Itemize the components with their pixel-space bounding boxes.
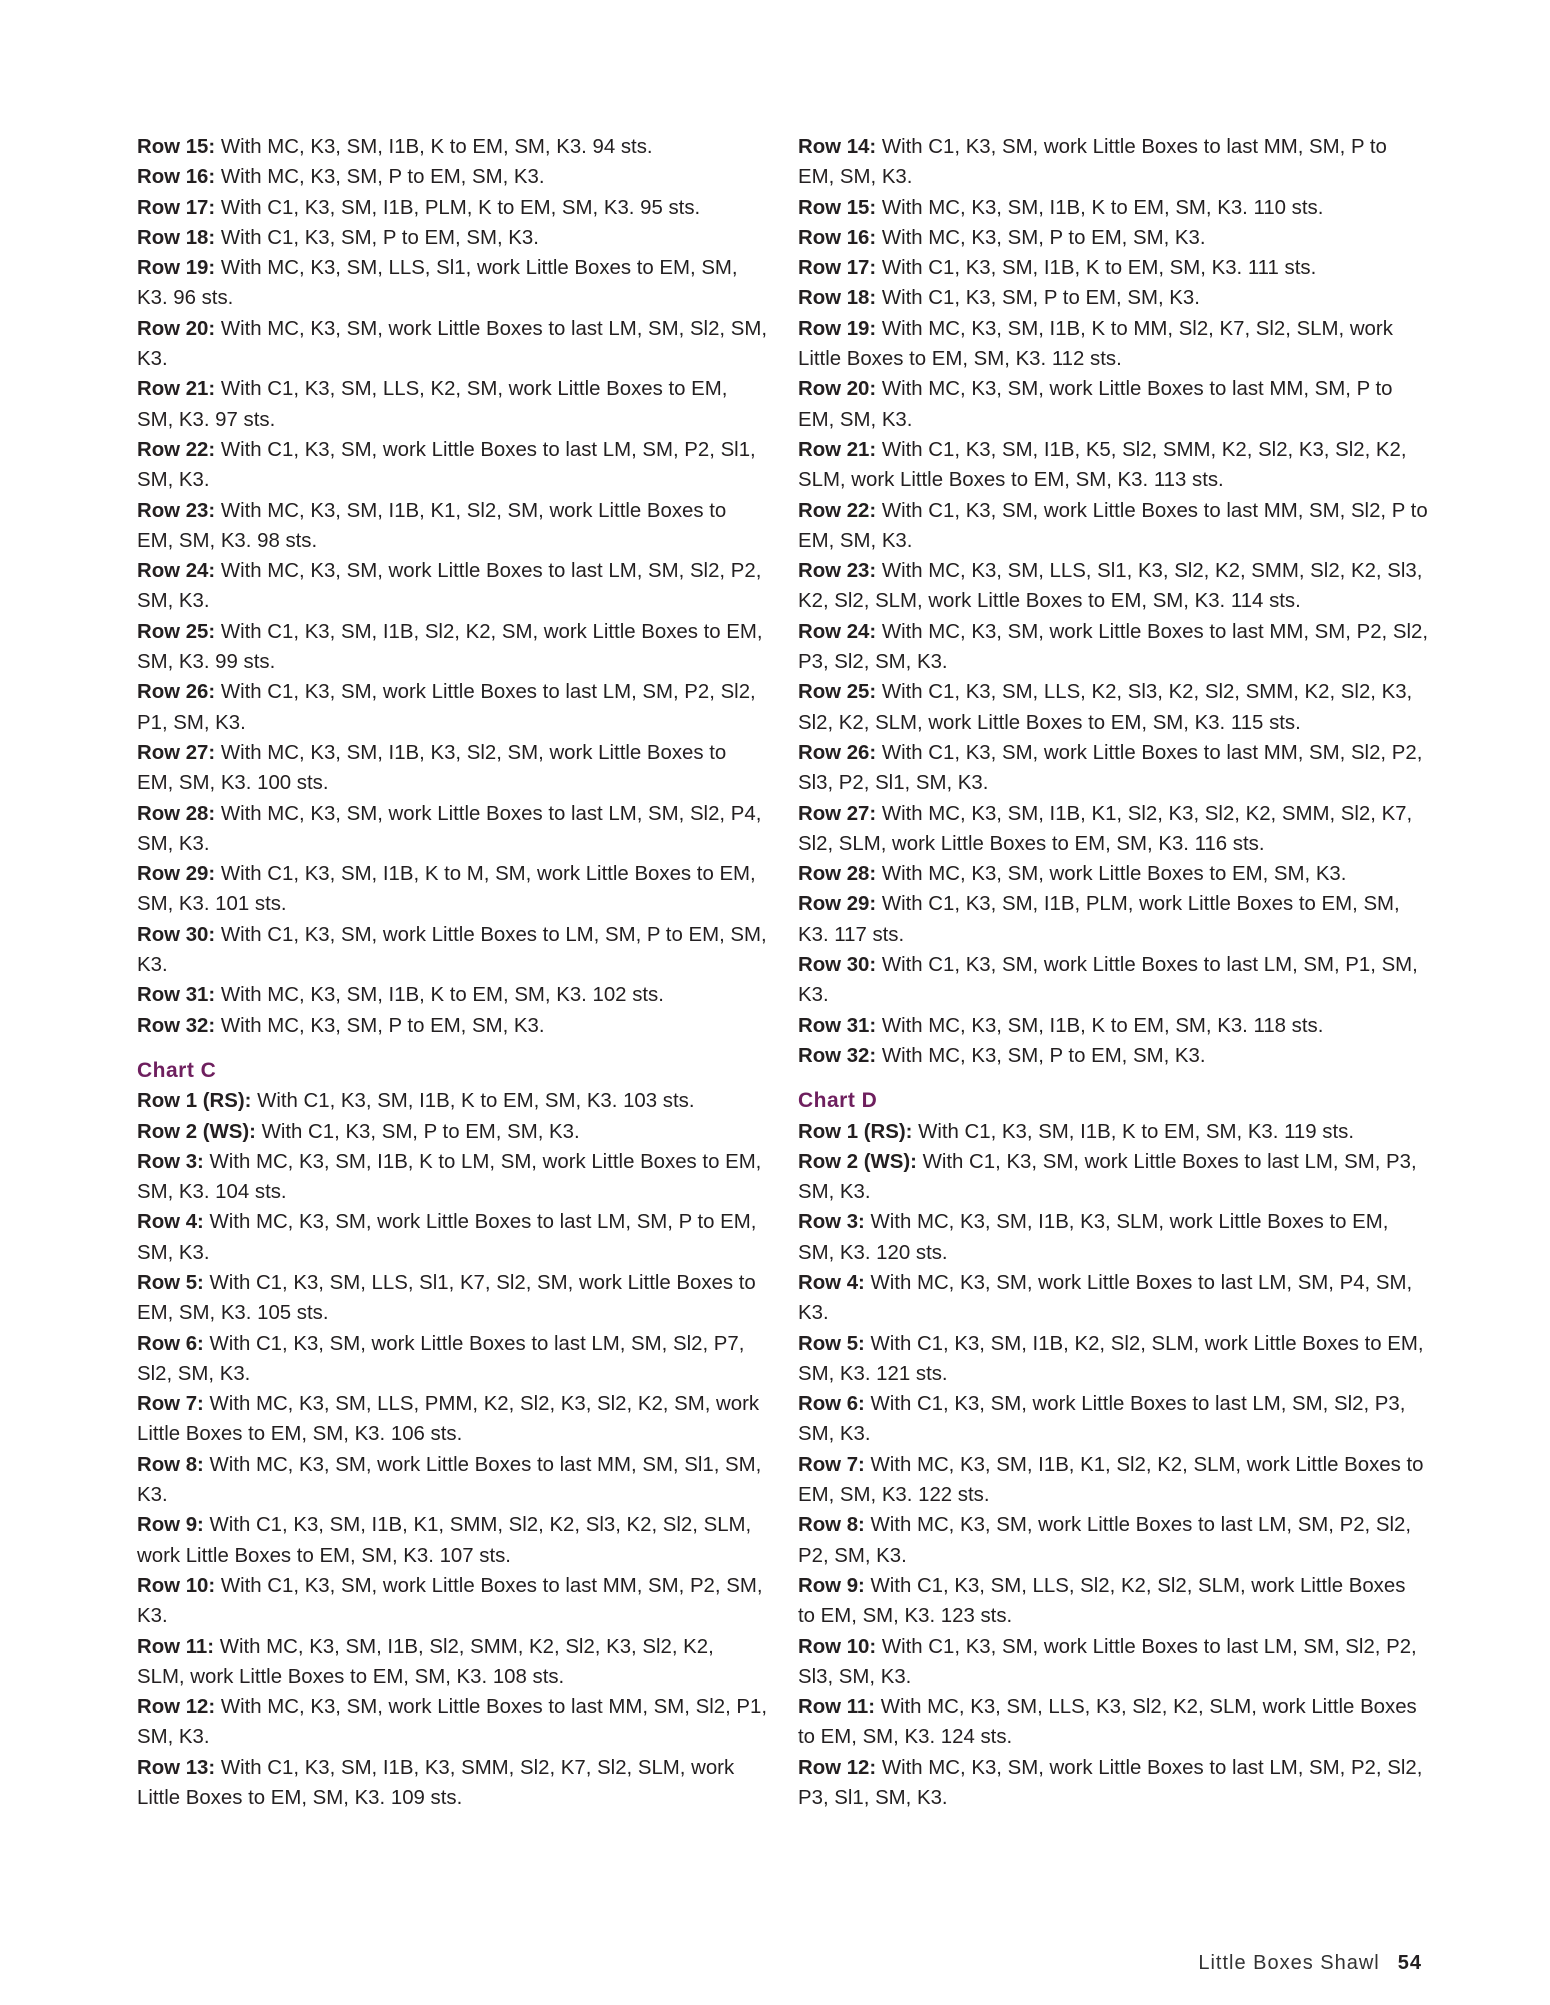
instruction-row <box>137 1389 767 1450</box>
row-text: With MC, K3, SM, I1B, K3, SLM, work Little Boxes to EM, SM, K3. 120 sts. <box>798 1211 1389 1264</box>
row-label: Row 8: <box>137 1453 204 1476</box>
page-footer <box>1198 1952 1422 1975</box>
section-title-chart-c: Chart C <box>137 1058 217 1082</box>
row-text: With MC, K3, SM, LLS, K3, Sl2, K2, SLM, work Little Boxes to EM, SM, K3. 124 sts. <box>798 1696 1417 1749</box>
row-label: Row 8: <box>798 1514 865 1537</box>
row-text: With MC, K3, SM, work Little Boxes to last MM, SM, Sl2, P1, SM, K3. <box>137 1696 768 1749</box>
instruction-row <box>137 132 767 162</box>
row-text: With C1, K3, SM, I1B, K to EM, SM, K3. 111 sts. <box>876 257 1317 280</box>
instruction-row <box>137 314 767 375</box>
instruction-row <box>798 889 1428 950</box>
row-text: With MC, K3, SM, work Little Boxes to last LM, SM, Sl2, P2, SM, K3. <box>137 560 762 613</box>
instruction-row <box>137 1571 767 1632</box>
row-text: With C1, K3, SM, work Little Boxes to last LM, SM, Sl2, P2, Sl3, SM, K3. <box>798 1635 1417 1688</box>
row-text: With C1, K3, SM, work Little Boxes to last MM, SM, P to EM, SM, K3. <box>798 136 1387 189</box>
instruction-row <box>137 920 767 981</box>
row-text: With MC, K3, SM, work Little Boxes to last LM, SM, Sl2, SM, K3. <box>137 317 768 371</box>
row-text: With C1, K3, SM, work Little Boxes to last LM, SM, P2, Sl2, P1, SM, K3. <box>137 681 756 734</box>
row-text: With MC, K3, SM, work Little Boxes to last LM, SM, Sl2, P4, SM, K3. <box>137 802 762 855</box>
instruction-row <box>137 1268 767 1329</box>
instruction-row <box>798 1510 1428 1571</box>
row-label: Row 21: <box>798 438 877 461</box>
row-text: With C1, K3, SM, P to EM, SM, K3. <box>215 226 539 249</box>
row-label: Row 3: <box>798 1211 865 1234</box>
instruction-row <box>137 1329 767 1390</box>
row-text: With C1, K3, SM, work Little Boxes to LM, SM, P to EM, SM, K3. <box>137 923 767 977</box>
row-text: With MC, K3, SM, P to EM, SM, K3. <box>215 166 545 189</box>
left-rows-top <box>137 132 767 1041</box>
row-label: Row 11: <box>137 1635 215 1658</box>
row-text: With C1, K3, SM, I1B, K1, SMM, Sl2, K2, Sl3, K2, Sl2, SLM, work Little Boxes to EM, SM, K3. 107 sts. <box>137 1514 752 1567</box>
row-text: With MC, K3, SM, work Little Boxes to last LM, SM, P2, Sl2, P2, SM, K3. <box>798 1514 1412 1567</box>
row-text: With C1, K3, SM, I1B, K3, SMM, Sl2, K7, Sl2, SLM, work Little Boxes to EM, SM, K3. 109 sts. <box>137 1756 735 1810</box>
row-text: With C1, K3, SM, work Little Boxes to last LM, SM, P1, SM, K3. <box>798 954 1418 1007</box>
row-text: With MC, K3, SM, I1B, K to EM, SM, K3. 118 sts. <box>876 1014 1324 1037</box>
instruction-row <box>137 556 767 617</box>
instruction-row <box>798 1329 1428 1390</box>
row-text: With C1, K3, SM, work Little Boxes to last LM, SM, P2, Sl1, SM, K3. <box>137 438 756 492</box>
instruction-row <box>137 617 767 678</box>
instruction-row <box>137 1207 767 1268</box>
row-label: Row 12: <box>137 1696 216 1719</box>
row-label: Row 13: <box>137 1756 216 1779</box>
row-text: With C1, K3, SM, LLS, K2, Sl3, K2, Sl2, SMM, K2, Sl2, K3, Sl2, K2, SLM, work Little Boxes to EM, SM, K3. 115 sts. <box>798 681 1413 734</box>
row-label: Row 17: <box>137 196 216 219</box>
row-text: With MC, K3, SM, P to EM, SM, K3. <box>876 226 1206 249</box>
instruction-row <box>137 859 767 920</box>
row-label: Row 21: <box>137 378 216 401</box>
row-label: Row 11: <box>798 1696 876 1719</box>
right-rows-top <box>798 132 1428 1071</box>
row-label: Row 16: <box>137 166 216 189</box>
row-label: Row 3: <box>137 1150 204 1173</box>
row-label: Row 7: <box>798 1453 865 1476</box>
row-label: Row 7: <box>137 1393 204 1416</box>
row-label: Row 18: <box>137 226 216 249</box>
row-label: Row 22: <box>137 438 216 461</box>
instruction-row <box>798 1041 1428 1071</box>
row-label: Row 30: <box>798 954 877 977</box>
row-text: With C1, K3, SM, I1B, PLM, K to EM, SM, K3. 95 sts. <box>215 196 701 219</box>
row-text: With MC, K3, SM, work Little Boxes to EM, SM, K3. <box>876 863 1347 886</box>
instruction-row <box>798 1147 1428 1208</box>
row-label: Row 32: <box>798 1044 877 1067</box>
row-label: Row 10: <box>137 1574 216 1597</box>
row-label: Row 14: <box>798 136 877 158</box>
instruction-row <box>137 193 767 223</box>
instruction-row <box>798 435 1428 496</box>
row-label: Row 31: <box>798 1014 877 1037</box>
row-label: Row 1 (RS): <box>798 1120 913 1143</box>
row-text: With MC, K3, SM, I1B, K1, Sl2, SM, work Little Boxes to EM, SM, K3. 98 sts. <box>137 499 727 552</box>
row-text: With C1, K3, SM, I1B, PLM, work Little Boxes to EM, SM, K3. 117 sts. <box>798 893 1400 946</box>
instruction-row <box>137 374 767 435</box>
row-text: With MC, K3, SM, I1B, K to EM, SM, K3. 102 sts. <box>215 984 664 1007</box>
row-text: With MC, K3, SM, I1B, K1, Sl2, K3, Sl2, K2, SMM, Sl2, K7, Sl2, SLM, work Little Boxes to EM, SM, K3. 116 sts. <box>798 802 1413 855</box>
instruction-row <box>798 556 1428 617</box>
row-label: Row 9: <box>137 1514 204 1537</box>
row-text: With MC, K3, SM, P to EM, SM, K3. <box>215 1014 545 1037</box>
instruction-row <box>137 1692 767 1753</box>
row-text: With MC, K3, SM, I1B, K1, Sl2, K2, SLM, work Little Boxes to EM, SM, K3. 122 sts. <box>798 1453 1424 1507</box>
row-text: With C1, K3, SM, work Little Boxes to last LM, SM, Sl2, P7, Sl2, SM, K3. <box>137 1332 745 1385</box>
row-text: With C1, K3, SM, I1B, K5, Sl2, SMM, K2, Sl2, K3, Sl2, K2, SLM, work Little Boxes to EM, SM, K3. 113 sts. <box>798 438 1407 492</box>
row-label: Row 6: <box>137 1332 204 1355</box>
row-text: With MC, K3, SM, LLS, PMM, K2, Sl2, K3, Sl2, K2, SM, work Little Boxes to EM, SM, K3. 106 sts. <box>137 1393 760 1446</box>
instruction-row <box>798 1117 1428 1147</box>
row-label: Row 15: <box>137 136 216 158</box>
instruction-row <box>798 314 1428 375</box>
instruction-row <box>137 496 767 557</box>
row-label: Row 15: <box>798 196 877 219</box>
row-label: Row 2 (WS): <box>137 1120 256 1143</box>
instruction-row <box>137 435 767 496</box>
row-label: Row 20: <box>798 378 877 401</box>
instruction-row <box>798 1753 1428 1814</box>
row-text: With C1, K3, SM, I1B, K2, Sl2, SLM, work Little Boxes to EM, SM, K3. 121 sts. <box>798 1332 1424 1385</box>
row-label: Row 18: <box>798 287 877 310</box>
row-text: With MC, K3, SM, I1B, K to LM, SM, work Little Boxes to EM, SM, K3. 104 sts. <box>137 1150 762 1204</box>
row-label: Row 30: <box>137 923 216 946</box>
row-label: Row 19: <box>798 317 877 340</box>
instruction-row <box>137 1147 767 1208</box>
row-text: With MC, K3, SM, I1B, Sl2, SMM, K2, Sl2, K3, Sl2, K2, SLM, work Little Boxes to EM, SM, K3. 108 sts. <box>137 1635 714 1688</box>
row-label: Row 1 (RS): <box>137 1090 252 1113</box>
row-label: Row 27: <box>137 741 216 764</box>
row-label: Row 27: <box>798 802 877 825</box>
instruction-row <box>798 253 1428 283</box>
row-text: With MC, K3, SM, work Little Boxes to last MM, SM, P to EM, SM, K3. <box>798 378 1393 431</box>
row-text: With C1, K3, SM, work Little Boxes to last LM, SM, P3, SM, K3. <box>798 1150 1417 1204</box>
instruction-row <box>798 1268 1428 1329</box>
row-text: With C1, K3, SM, work Little Boxes to last LM, SM, Sl2, P3, SM, K3. <box>798 1393 1406 1446</box>
row-text: With C1, K3, SM, I1B, K to EM, SM, K3. 119 sts. <box>912 1120 1354 1143</box>
row-label: Row 16: <box>798 226 877 249</box>
instruction-row <box>798 193 1428 223</box>
instruction-row <box>798 496 1428 557</box>
instruction-row <box>798 1692 1428 1753</box>
instruction-row <box>798 799 1428 860</box>
row-label: Row 22: <box>798 499 877 522</box>
row-text: With MC, K3, SM, I1B, K3, Sl2, SM, work Little Boxes to EM, SM, K3. 100 sts. <box>137 741 727 795</box>
instruction-row <box>798 1571 1428 1632</box>
instruction-row <box>798 1389 1428 1450</box>
row-label: Row 4: <box>137 1211 204 1234</box>
row-label: Row 26: <box>798 741 877 764</box>
instruction-row <box>798 859 1428 889</box>
row-label: Row 23: <box>137 499 216 522</box>
row-label: Row 29: <box>798 893 877 916</box>
instruction-row <box>798 677 1428 738</box>
row-text: With MC, K3, SM, work Little Boxes to last MM, SM, P2, Sl2, P3, Sl2, SM, K3. <box>798 620 1429 674</box>
row-text: With MC, K3, SM, work Little Boxes to last LM, SM, P2, Sl2, P3, Sl1, SM, K3. <box>798 1756 1423 1810</box>
row-label: Row 24: <box>798 620 877 643</box>
row-text: With MC, K3, SM, LLS, Sl1, K3, Sl2, K2, SMM, Sl2, K2, Sl3, K2, Sl2, SLM, work Little Boxes to EM, SM, K3. 114 sts. <box>798 560 1423 613</box>
instruction-row <box>798 738 1428 799</box>
row-label: Row 17: <box>798 257 877 280</box>
instruction-row <box>137 253 767 314</box>
row-text: With C1, K3, SM, LLS, K2, SM, work Little Boxes to EM, SM, K3. 97 sts. <box>137 378 728 431</box>
row-label: Row 5: <box>137 1271 204 1294</box>
left-rows-section <box>137 1086 767 1813</box>
instruction-row <box>137 1510 767 1571</box>
instruction-row <box>798 283 1428 313</box>
row-label: Row 4: <box>798 1271 865 1294</box>
instruction-row <box>137 1450 767 1511</box>
row-label: Row 32: <box>137 1014 216 1037</box>
row-label: Row 5: <box>798 1332 865 1355</box>
instruction-row <box>798 223 1428 253</box>
instruction-row <box>137 1632 767 1693</box>
right-rows-section <box>798 1117 1428 1814</box>
footer-title: Little Boxes Shawl <box>1198 1952 1380 1974</box>
instruction-row <box>798 132 1428 193</box>
row-label: Row 28: <box>137 802 216 825</box>
row-label: Row 20: <box>137 317 216 340</box>
row-text: With MC, K3, SM, work Little Boxes to last MM, SM, Sl1, SM, K3. <box>137 1453 762 1507</box>
section-title-chart-d: Chart D <box>798 1089 878 1113</box>
row-label: Row 6: <box>798 1393 865 1416</box>
row-label: Row 29: <box>137 863 216 886</box>
row-text: With MC, K3, SM, I1B, K to MM, Sl2, K7, Sl2, SLM, work Little Boxes to EM, SM, K3. 112 sts. <box>798 317 1393 371</box>
instruction-row <box>137 223 767 253</box>
row-text: With MC, K3, SM, P to EM, SM, K3. <box>876 1044 1206 1067</box>
row-text: With C1, K3, SM, I1B, Sl2, K2, SM, work Little Boxes to EM, SM, K3. 99 sts. <box>137 620 763 674</box>
row-text: With MC, K3, SM, I1B, K to EM, SM, K3. 94 sts. <box>215 136 653 158</box>
row-label: Row 24: <box>137 560 216 583</box>
row-text: With C1, K3, SM, P to EM, SM, K3. <box>876 287 1200 310</box>
left-column <box>137 132 767 1813</box>
instruction-row <box>798 1011 1428 1041</box>
instruction-row <box>137 1753 767 1814</box>
instruction-row <box>798 1450 1428 1511</box>
instruction-row <box>137 162 767 192</box>
row-text: With C1, K3, SM, P to EM, SM, K3. <box>255 1120 580 1143</box>
instruction-row <box>137 1086 767 1116</box>
row-text: With MC, K3, SM, work Little Boxes to last LM, SM, P to EM, SM, K3. <box>137 1211 757 1264</box>
row-text: With C1, K3, SM, work Little Boxes to last MM, SM, Sl2, P to EM, SM, K3. <box>798 499 1428 552</box>
row-label: Row 26: <box>137 681 216 704</box>
instruction-row <box>798 1632 1428 1693</box>
row-label: Row 9: <box>798 1574 865 1597</box>
row-text: With MC, K3, SM, I1B, K to EM, SM, K3. 110 sts. <box>876 196 1324 219</box>
row-text: With C1, K3, SM, I1B, K to EM, SM, K3. 103 sts. <box>251 1090 695 1113</box>
row-label: Row 2 (WS): <box>798 1150 917 1173</box>
instruction-row <box>137 1011 767 1041</box>
instruction-row <box>137 677 767 738</box>
instruction-row <box>798 617 1428 678</box>
row-label: Row 28: <box>798 863 877 886</box>
instruction-row <box>137 799 767 860</box>
row-label: Row 25: <box>137 620 216 643</box>
instruction-row <box>798 950 1428 1011</box>
instruction-row <box>798 1207 1428 1268</box>
instruction-row <box>798 374 1428 435</box>
row-text: With MC, K3, SM, work Little Boxes to last LM, SM, P4, SM, K3. <box>798 1271 1413 1325</box>
row-label: Row 19: <box>137 257 216 280</box>
row-text: With C1, K3, SM, work Little Boxes to last MM, SM, Sl2, P2, Sl3, P2, Sl1, SM, K3. <box>798 741 1423 795</box>
row-text: With C1, K3, SM, LLS, Sl2, K2, Sl2, SLM, work Little Boxes to EM, SM, K3. 123 sts. <box>798 1574 1406 1628</box>
row-text: With C1, K3, SM, I1B, K to M, SM, work Little Boxes to EM, SM, K3. 101 sts. <box>137 863 756 916</box>
page-number: 54 <box>1397 1952 1422 1974</box>
row-label: Row 23: <box>798 560 877 583</box>
instruction-row <box>137 738 767 799</box>
row-label: Row 12: <box>798 1756 877 1779</box>
row-text: With MC, K3, SM, LLS, Sl1, work Little Boxes to EM, SM, K3. 96 sts. <box>137 257 738 310</box>
row-label: Row 10: <box>798 1635 877 1658</box>
right-column <box>798 132 1428 1813</box>
row-text: With C1, K3, SM, work Little Boxes to last MM, SM, P2, SM, K3. <box>137 1574 763 1628</box>
instruction-row <box>137 980 767 1010</box>
row-label: Row 25: <box>798 681 877 704</box>
row-text: With C1, K3, SM, LLS, Sl1, K7, Sl2, SM, work Little Boxes to EM, SM, K3. 105 sts. <box>137 1271 756 1325</box>
instruction-row <box>137 1117 767 1147</box>
row-label: Row 31: <box>137 984 216 1007</box>
